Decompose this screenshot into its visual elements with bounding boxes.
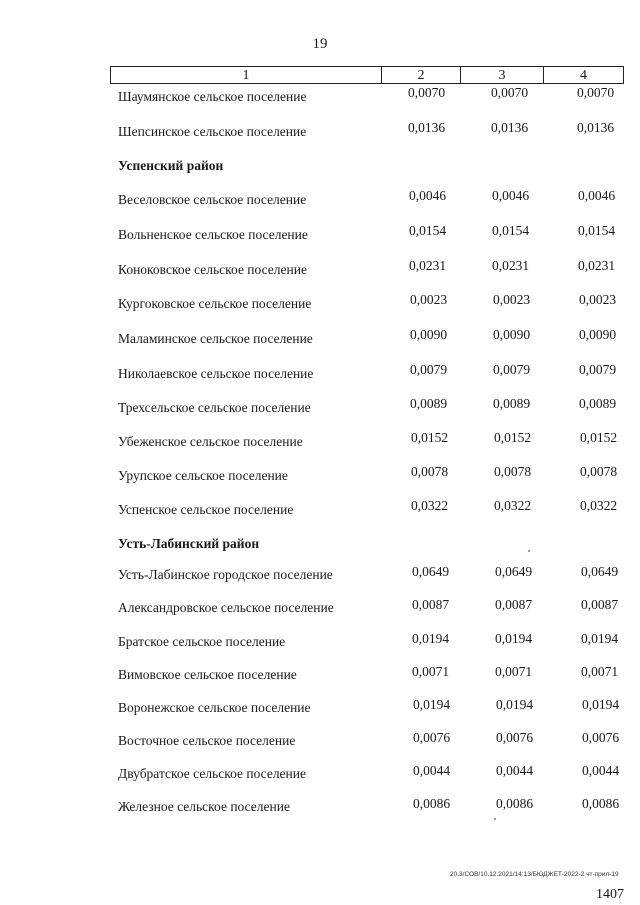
value-col-4: 0,0079 [579,362,617,377]
table-row [0,665,640,685]
table-row [0,432,640,452]
value-col-4: 0,0231 [578,258,616,273]
table-row [0,797,640,817]
table-row [0,698,640,718]
value-col-2: 0,0044 [413,763,451,778]
settlement-name: Братское сельское поселение [118,634,286,649]
value-col-4: 0,0322 [580,498,618,513]
value-col-2: 0,0071 [412,664,450,679]
table-row [0,364,640,384]
value-col-2: 0,0194 [413,697,451,712]
value-col-3: 0,0086 [496,796,534,811]
value-col-3: 0,0023 [493,292,531,307]
value-col-4: 0,0152 [580,430,618,445]
value-col-2: 0,0090 [410,327,448,342]
value-col-3: 0,0231 [492,258,530,273]
settlement-name: Урупское сельское поселение [118,468,288,483]
settlement-name: Шепсинское сельское поселение [118,124,307,139]
value-col-4: 0,0070 [577,85,615,100]
table-row [0,294,640,314]
value-col-4: 0,0136 [577,120,615,135]
table-row [0,190,640,210]
scan-speck [528,550,530,552]
value-col-3: 0,0322 [494,498,532,513]
settlement-name: Железное сельское поселение [118,799,290,814]
table-row [0,466,640,486]
sheet-number: 1407 [596,887,624,902]
value-col-3: 0,0090 [493,327,531,342]
value-col-3: 0,0154 [492,223,530,238]
value-col-3: 0,0076 [496,730,534,745]
header-col-3: 3 [460,67,543,83]
value-col-2: 0,0322 [411,498,449,513]
value-col-3: 0,0046 [492,188,530,203]
settlement-name: Усть-Лабинское городское поселение [118,567,333,582]
value-col-4: 0,0194 [581,631,619,646]
table-row [0,398,640,418]
table-row [0,500,640,520]
value-col-3: 0,0136 [491,120,529,135]
table-row [0,598,640,618]
value-col-4: 0,0194 [582,697,620,712]
settlement-name: Николаевское сельское поселение [118,366,314,381]
table-row [0,122,640,142]
district-name: Усть-Лабинский район [118,536,260,551]
value-col-2: 0,0154 [409,223,447,238]
settlement-name: Двубратское сельское поселение [118,766,306,781]
settlement-name: Восточное сельское поселение [118,733,296,748]
value-col-4: 0,0090 [579,327,617,342]
value-col-3: 0,0070 [491,85,529,100]
value-col-4: 0,0089 [579,396,617,411]
table-row [0,260,640,280]
settlement-name: Вольненское сельское поселение [118,227,308,242]
value-col-4: 0,0078 [580,464,618,479]
settlement-name: Вимовское сельское поселение [118,667,297,682]
value-col-3: 0,0649 [495,564,533,579]
header-col-4: 4 [543,67,623,83]
header-col-2: 2 [381,67,460,83]
settlement-name: Трехсельское сельское поселение [118,400,311,415]
value-col-3: 0,0079 [493,362,531,377]
district-name: Успенский район [118,158,224,173]
value-col-2: 0,0089 [410,396,448,411]
value-col-2: 0,0079 [410,362,448,377]
settlement-name: Шаумянское сельское поселение [118,89,307,104]
value-col-2: 0,0078 [411,464,449,479]
value-col-4: 0,0076 [582,730,620,745]
table-row [0,329,640,349]
value-col-2: 0,0070 [408,85,446,100]
settlement-name: Убеженское сельское поселение [118,434,303,449]
table-row [0,764,640,784]
value-col-4: 0,0046 [578,188,616,203]
value-col-4: 0,0649 [581,564,619,579]
value-col-4: 0,0154 [578,223,616,238]
settlement-name: Маламинское сельское поселение [118,331,313,346]
table-row [0,565,640,585]
value-col-3: 0,0194 [495,631,533,646]
value-col-2: 0,0136 [408,120,446,135]
value-col-2: 0,0152 [411,430,449,445]
value-col-3: 0,0089 [493,396,531,411]
settlement-name: Кургоковское сельское поселение [118,296,312,311]
value-col-4: 0,0071 [581,664,619,679]
value-col-2: 0,0194 [412,631,450,646]
value-col-4: 0,0044 [582,763,620,778]
table-row [0,632,640,652]
settlement-name: Успенское сельское поселение [118,502,294,517]
document-code: 20.3/СОВ/10.12.2021/14:13/БЮДЖЕТ-2022-2 чт-прил-19 [450,871,619,878]
value-col-3: 0,0152 [494,430,532,445]
value-col-4: 0,0086 [582,796,620,811]
value-col-2: 0,0087 [412,597,450,612]
table-row [0,87,640,107]
value-col-2: 0,0086 [413,796,451,811]
settlement-name: Воронежское сельское поселение [118,700,311,715]
value-col-2: 0,0076 [413,730,451,745]
table-row [0,731,640,751]
settlement-name: Александровское сельское поселение [118,600,334,615]
header-col-1: 1 [242,68,250,83]
value-col-3: 0,0071 [495,664,533,679]
scan-speck [494,818,496,820]
value-col-4: 0,0087 [581,597,619,612]
settlement-name: Веселовское сельское поселение [118,192,307,207]
district-heading-row [0,534,640,554]
value-col-2: 0,0649 [412,564,450,579]
value-col-3: 0,0087 [495,597,533,612]
value-col-3: 0,0194 [496,697,534,712]
value-col-2: 0,0231 [409,258,447,273]
value-col-2: 0,0023 [410,292,448,307]
value-col-2: 0,0046 [409,188,447,203]
district-heading-row [0,156,640,176]
page-number: 19 [312,36,328,52]
table-row [0,225,640,245]
value-col-4: 0,0023 [579,292,617,307]
value-col-3: 0,0044 [496,763,534,778]
value-col-3: 0,0078 [494,464,532,479]
settlement-name: Коноковское сельское поселение [118,262,307,277]
